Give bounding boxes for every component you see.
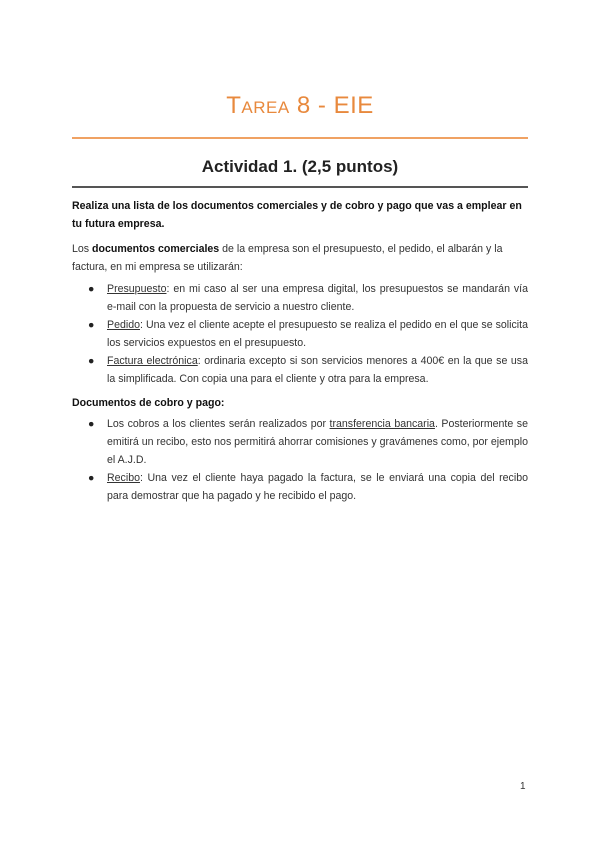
bullet-icon: ● [88, 472, 95, 484]
list-item-text: : ordinaria excepto si son servicios menores a 400€ en la que se usa la simplificada. Con copia una para el cliente y otra para la empresa. [107, 355, 528, 385]
page-number: 1 [520, 781, 526, 792]
title-divider [72, 137, 528, 139]
intro-post: de la empresa son el presupuesto, el pedido, el albarán y la factura, en mi empresa se utilizarán: [72, 243, 503, 273]
list-item [72, 316, 528, 352]
bullet-icon: ● [88, 319, 95, 331]
list-item [72, 352, 528, 388]
payment-documents-list [72, 415, 528, 505]
list-item-text: : Una vez el cliente acepte el presupuesto se realiza el pedido en el que se solicita los servicios expuestos en el presupuesto. [107, 319, 528, 349]
list-item-term: transferencia bancaria [329, 418, 435, 430]
intro-paragraph [72, 240, 528, 276]
section-divider [72, 186, 528, 188]
bullet-icon: ● [88, 283, 95, 295]
payment-heading: Documentos de cobro y pago: [72, 397, 225, 409]
title-rest: 8 - EIE [289, 92, 374, 119]
intro-pre: Los [72, 243, 93, 255]
list-item-term: Presupuesto [107, 283, 167, 295]
intro-bold-term: documentos comerciales [92, 243, 220, 255]
list-item-pre: Los cobros a los clientes serán realizados por [107, 418, 330, 430]
list-item-term: Factura electrónica [107, 355, 198, 367]
bullet-icon: ● [88, 355, 95, 367]
section-title: Actividad 1. (2,5 puntos) [201, 157, 399, 176]
list-item-term: Recibo [107, 472, 140, 484]
list-item [72, 469, 528, 505]
bullet-icon: ● [88, 418, 95, 430]
list-item [72, 415, 528, 469]
commercial-documents-list [72, 280, 528, 388]
page-title [0, 92, 600, 120]
list-item-text: . Posteriormente se emitirá un recibo, esto nos permitirá ahorrar comisiones y gravámenes como, por ejemplo el A.J.D. [107, 418, 528, 466]
list-item-text: : Una vez el cliente haya pagado la factura, se le enviará una copia del recibo para demostrar que ha pagado y he recibido el pago. [107, 472, 528, 502]
title-small-caps: AREA [241, 98, 290, 117]
title-first-letter: T [226, 92, 242, 119]
task-prompt: Realiza una lista de los documentos comerciales y de cobro y pago que vas a emplear en tu futura empresa. [72, 200, 522, 230]
document-body [72, 197, 528, 511]
list-item [72, 280, 528, 316]
list-item-text: : en mi caso al ser una empresa digital, los presupuestos se mandarán vía e-mail con la propuesta de servicio a nuestro cliente. [107, 283, 528, 313]
list-item-term: Pedido [107, 319, 140, 331]
